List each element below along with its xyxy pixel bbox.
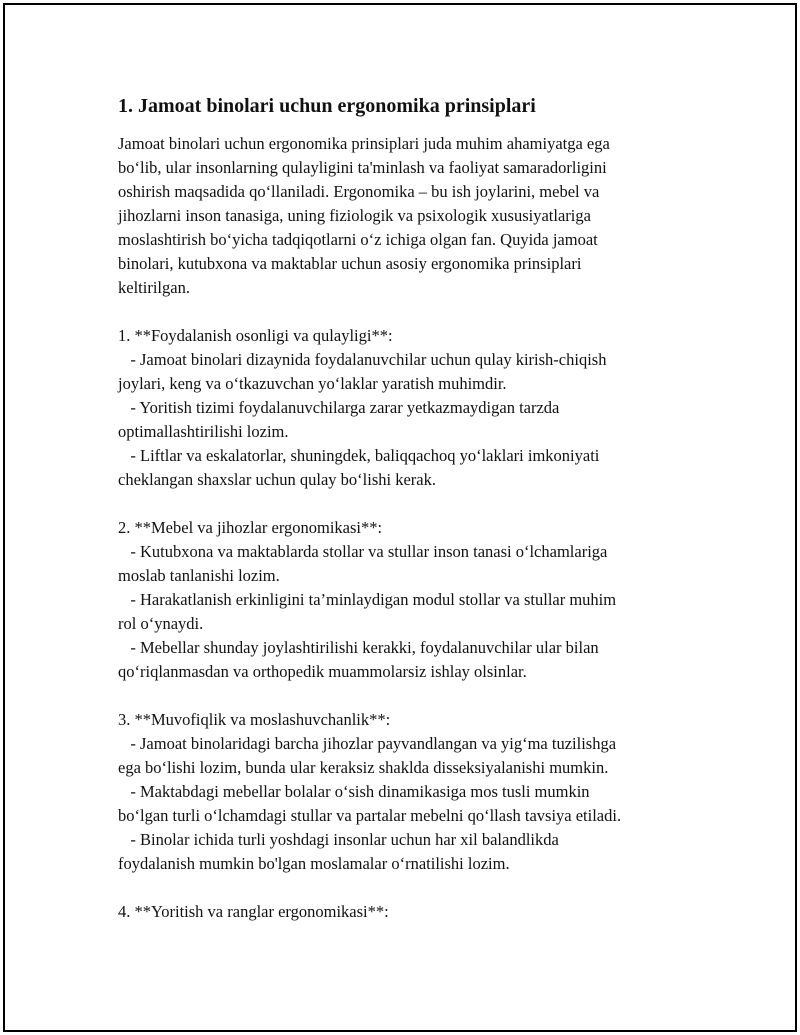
text-line: foydalanish mumkin bo'lgan moslamalar o‘rnatilishi lozim. [118,854,510,873]
text-line: qo‘riqlanmasdan va orthopedik muammolarsiz ishlay olsinlar. [118,662,527,681]
section-4 [118,900,698,924]
text-line: Jamoat binolari uchun ergonomika prinsiplari juda muhim ahamiyatga ega [118,134,610,153]
text-line: moslashtirish bo‘yicha tadqiqotlarni o‘z ichiga olgan fan. Quyida jamoat [118,230,598,249]
text-line: - Liftlar va eskalatorlar, shuningdek, baliqqachoq yo‘laklari imkoniyati [118,446,600,465]
section-heading: 4. **Yoritish va ranglar ergonomikasi**: [118,902,389,921]
text-line: joylari, keng va o‘tkazuvchan yo‘laklar yaratish muhimdir. [118,374,507,393]
intro-paragraph [118,132,698,300]
document-body [118,93,698,924]
text-line: - Jamoat binolari dizaynida foydalanuvchilar uchun qulay kirish-chiqish [118,350,607,369]
text-line: bo‘lgan turli o‘lchamdagi stullar va partalar mebelni qo‘llash tavsiya etiladi. [118,806,622,825]
section-heading: 2. **Mebel va jihozlar ergonomikasi**: [118,518,383,537]
text-line: - Kutubxona va maktablarda stollar va stullar inson tanasi o‘lchamlariga [118,542,608,561]
text-line: bo‘lib, ular insonlarning qulayligini ta'minlash va faoliyat samaradorligini [118,158,607,177]
text-line: - Mebellar shunday joylashtirilishi kerakki, foydalanuvchilar ular bilan [118,638,599,657]
text-line: - Jamoat binolaridagi barcha jihozlar payvandlangan va yig‘ma tuzilishga [118,734,617,753]
text-line: - Binolar ichida turli yoshdagi insonlar uchun har xil balandlikda [118,830,559,849]
section-heading: 1. **Foydalanish osonligi va qulayligi**: [118,326,393,345]
text-line: optimallashtirilishi lozim. [118,422,289,441]
text-line: binolari, kutubxona va maktablar uchun asosiy ergonomika prinsiplari [118,254,582,273]
text-line: cheklangan shaxslar uchun qulay bo‘lishi kerak. [118,470,436,489]
text-line: jihozlarni inson tanasiga, uning fiziologik va psixologik xususiyatlariga [118,206,591,225]
text-line: ega bo‘lishi lozim, bunda ular keraksiz shaklda disseksiyalanishi mumkin. [118,758,609,777]
text-line: - Yoritish tizimi foydalanuvchilarga zarar yetkazmaydigan tarzda [118,398,560,417]
text-line: keltirilgan. [118,278,190,297]
text-line: moslab tanlanishi lozim. [118,566,280,585]
text-line: - Maktabdagi mebellar bolalar o‘sish dinamikasiga mos tusli mumkin [118,782,590,801]
document-title: 1. Jamoat binolari uchun ergonomika prinsiplari [118,95,536,117]
text-line: oshirish maqsadida qo‘llaniladi. Ergonomika – bu ish joylarini, mebel va [118,182,600,201]
text-line: - Harakatlanish erkinligini ta’minlaydigan modul stollar va stullar muhim [118,590,617,609]
section-1 [118,324,698,492]
section-3 [118,708,698,876]
section-2 [118,516,698,684]
section-heading: 3. **Muvofiqlik va moslashuvchanlik**: [118,710,391,729]
text-line: rol o‘ynaydi. [118,614,204,633]
